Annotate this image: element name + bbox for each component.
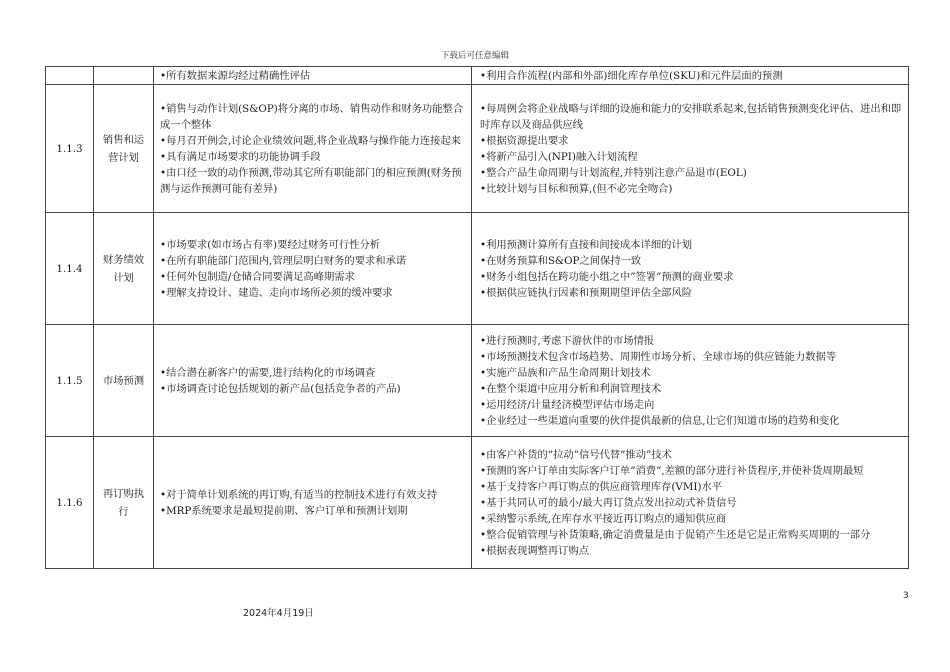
list-item: •整合促销管理与补货策略,确定消费量是由于促销产生还是它是正常购买周期的一部分 (480, 528, 871, 541)
table-row (46, 67, 909, 85)
list-item: •在财务预算和S&OP之间保持一致 (480, 254, 642, 267)
list-item: •进行预测时,考虑下游伙伴的市场情报 (480, 334, 655, 347)
list-item: •基于支持客户再订购点的供应商管理库存(VMI)水平 (480, 480, 723, 493)
list-item: •MRP系统要求是最短提前期、客户订单和预测计划期 (160, 504, 408, 517)
list-item: •基于共同认可的最小/最大再订货点发出拉动式补货信号 (480, 496, 737, 509)
row-title: 市场预测 (94, 325, 154, 437)
list-item: •整合产品生命周期与计划流程,并特别注意产品退市(EOL) (480, 166, 747, 179)
row-title: 销售和运营计划 (94, 85, 154, 213)
page-header: 下载后可任意编辑 (440, 51, 509, 61)
basic-requirements-cell (154, 213, 472, 325)
table-row (46, 325, 909, 437)
list-item: •由口径一致的动作预测,带动其它所有职能部门的相应预测(财务预测与运作预测可能有差异) (160, 166, 462, 195)
row-title (94, 67, 154, 85)
list-item: •具有满足市场要求的功能协调手段 (160, 150, 321, 163)
basic-requirements-cell (154, 85, 472, 213)
list-item: •每月召开例会,讨论企业绩效问题,将企业战略与操作能力连接起来 (160, 134, 461, 147)
list-item: •所有数据来源均经过精确性评估 (160, 69, 311, 82)
footer-date: 2024年4月19日 (243, 608, 314, 619)
basic-requirements-cell (154, 325, 472, 437)
list-item: •由客户补货的”拉动”信号代替”推动”技术 (480, 448, 672, 461)
list-item: •对于简单计划系统的再订购,有适当的控制技术进行有效支持 (160, 488, 438, 501)
advanced-practices-cell (472, 437, 909, 569)
list-item: •销售与动作计划(S&OP)将分离的市场、销售动作和财务功能整合成一个整体 (160, 102, 464, 131)
advanced-practices-cell (472, 213, 909, 325)
table-row (46, 213, 909, 325)
list-item: •根据供应链执行因素和预期期望评估全部风险 (480, 286, 693, 299)
list-item: •根据资源提出要求 (480, 134, 569, 147)
list-item: •利用预测计算所有直接和间接成本详细的计划 (480, 238, 693, 251)
row-number: 1.1.4 (46, 213, 94, 325)
list-item: •市场要求(如市场占有率)要经过财务可行性分析 (160, 238, 381, 251)
list-item: •实施产品族和产品生命周期计划技术 (480, 366, 651, 379)
table-body (46, 67, 909, 569)
row-title: 财务绩效计划 (94, 213, 154, 325)
row-number (46, 67, 94, 85)
list-item: •任何外包制造/仓储合同要满足高峰期需求 (160, 270, 355, 283)
list-item: •预测的客户订单由实际客户订单”消费”,差额的部分进行补货程序,并使补货周期最短 (480, 464, 864, 477)
list-item: •将新产品引入(NPI)融入计划流程 (480, 150, 638, 163)
advanced-practices-cell (472, 325, 909, 437)
basic-requirements-cell (154, 67, 472, 85)
list-item: •理解支持设计、建造、走向市场所必须的缓冲要求 (160, 286, 393, 299)
list-item: •在所有职能部门范围内,管理层明白财务的要求和承诺 (160, 254, 407, 267)
list-item: •企业经过一些渠道向重要的伙伴提供最新的信息,让它们知道市场的趋势和变化 (480, 414, 840, 427)
list-item: •利用合作流程(内部和外部)细化库存单位(SKU)和元件层面的预测 (480, 69, 783, 82)
table-row (46, 437, 909, 569)
advanced-practices-cell (472, 67, 909, 85)
list-item: •每周例会将企业战略与详细的设施和能力的安排联系起来,包括销售预测变化评估、进出和即时库存以及商品供应线 (480, 102, 902, 131)
row-number: 1.1.6 (46, 437, 94, 569)
advanced-practices-cell (472, 85, 909, 213)
row-title: 再订购执行 (94, 437, 154, 569)
list-item: •财务小组包括在跨功能小组之中”签署”预测的商业要求 (480, 270, 734, 283)
page-number: 3 (903, 591, 909, 601)
list-item: •比较计划与目标和预算,(但不必完全吻合) (480, 182, 673, 195)
table-row (46, 85, 909, 213)
list-item: •市场预测技术包含市场趋势、周期性市场分析、全球市场的供应链能力数据等 (480, 350, 837, 363)
list-item: •在整个渠道中应用分析和利润管理技术 (480, 382, 662, 395)
list-item: •市场调查讨论包括规划的新产品(包括竞争者的产品) (160, 382, 401, 395)
basic-requirements-cell (154, 437, 472, 569)
list-item: •运用经济/计量经济模型评估市场走向 (480, 398, 655, 411)
list-item: •结合潜在新客户的需要,进行结构化的市场调查 (160, 366, 376, 379)
list-item: •采纳警示系统,在库存水平接近再订购点的通知供应商 (480, 512, 727, 525)
row-number: 1.1.3 (46, 85, 94, 213)
content-table (45, 66, 909, 569)
list-item: •根据表现调整再订购点 (480, 544, 590, 557)
row-number: 1.1.5 (46, 325, 94, 437)
